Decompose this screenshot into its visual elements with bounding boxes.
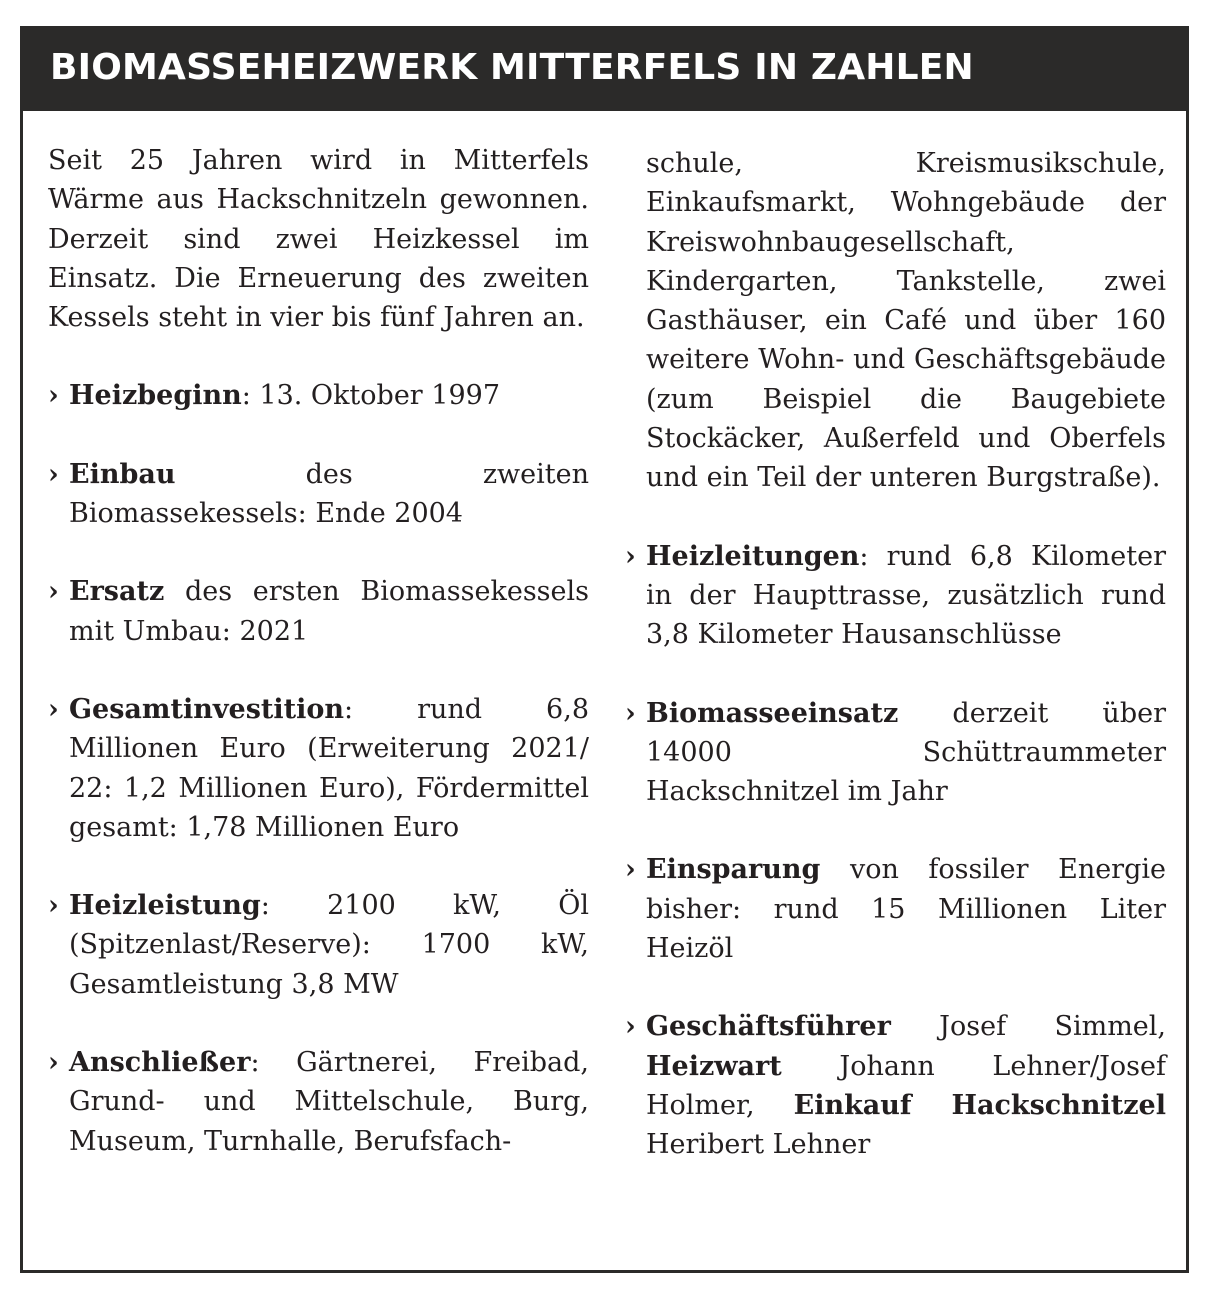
page-title: BIOMASSEHEIZWERK MITTERFELS IN ZAHLEN <box>50 47 974 88</box>
bullet-marker: › <box>625 854 636 886</box>
entry-label: Geschäftsführer <box>646 1011 891 1043</box>
entry-text: des zweiten Biomassekessels: Ende 2004 <box>69 458 589 530</box>
entry-text: von fossiler Energie bisher: rund 15 Millionen Liter Heizöl <box>646 854 1166 965</box>
entry-text: : rund 6,8 Millionen Euro (Erweiterung 2021/ 22: 1,2 Millionen Euro), Fördermittel gesamt: 1,78 Millionen Euro <box>69 693 589 843</box>
bullet-marker: › <box>48 458 59 490</box>
entry-gesamtinvestition <box>48 690 589 847</box>
entry-text: derzeit über 14000 Schüttraummeter Hackschnitzel im Jahr <box>646 697 1166 808</box>
entry-biomasseeinsatz <box>625 694 1166 812</box>
entry-einsparung <box>625 850 1166 968</box>
entry-ersatz <box>48 572 589 651</box>
entry-text: : Gärtnerei, Freibad, Grund- und Mittelschule, Burg, Museum, Turnhalle, Berufsfach- <box>69 1047 589 1157</box>
bullet-marker: › <box>48 576 59 608</box>
entry-label: Ersatz <box>69 576 165 608</box>
bullet-marker: › <box>48 890 59 922</box>
entry-text: des ersten Biomassekessels mit Umbau: 2021 <box>69 576 589 647</box>
right-column <box>625 144 1166 1204</box>
bullet-marker: › <box>625 697 636 729</box>
entry-anschliesser <box>48 1043 589 1161</box>
entry-label: Heizleistung <box>69 890 261 922</box>
entry-heizleitungen <box>625 537 1166 655</box>
intro-paragraph: Seit 25 Jahren wird in Mitterfels Wärme aus Hackschnitzeln gewonnen. Derzeit sind zwei Heizkessel im Einsatz. Die Erneuerung des zweiten Kessels steht in vier bis fünf Jahren an. <box>48 145 589 334</box>
entry-label: Anschließer <box>69 1047 251 1079</box>
entry-text: Heribert Lehner <box>646 1129 871 1161</box>
entry-label: Heizbeginn <box>69 380 242 412</box>
bullet-marker: › <box>625 1011 636 1043</box>
header-bar <box>23 29 1186 111</box>
entry-text: Johann Lehner/Josef Holmer, <box>646 1050 1166 1121</box>
entry-label: Biomasseeinsatz <box>646 697 899 729</box>
info-box <box>20 26 1189 1273</box>
entry-heizbeginn <box>48 376 589 415</box>
entry-label: Heizleitungen <box>646 540 860 572</box>
bullet-marker: › <box>48 380 59 412</box>
entry-label: Einsparung <box>646 854 821 886</box>
entry-personal <box>625 1007 1166 1164</box>
entry-text: : 13. Oktober 1997 <box>241 380 501 412</box>
entry-text: Josef Simmel, <box>890 1011 1166 1043</box>
entry-text: : 2100 kW, Öl (Spitzenlast/Reserve): 1700 kW, Gesamtleistung 3,8 MW <box>69 890 589 1000</box>
entry-label: Einkauf Hackschnitzel <box>793 1089 1166 1121</box>
entry-label: Einbau <box>69 458 176 490</box>
bullet-marker: › <box>48 693 59 725</box>
bullet-marker: › <box>48 1047 59 1079</box>
entry-text: : rund 6,8 Kilometer in der Haupttrasse, zusätzlich rund 3,8 Kilometer Hausanschlüsse <box>646 540 1166 651</box>
entry-label: Heizwart <box>646 1050 782 1082</box>
bullet-marker: › <box>625 540 636 572</box>
anschliesser-continuation: schule, Kreismusikschule, Einkaufsmarkt, Wohngebäude der Kreiswohnbaugesellschaft, Kindergarten, Tankstelle, zwei Gasthäuser, ein Café und über 160 weitere Wohn- und Geschäftsgebäude (zum Beispiel die Baugebiete Stockäcker, Außerfeld und Oberfels und ein Teil der unteren Burgstraße). <box>646 148 1166 494</box>
entry-label: Gesamtinvestition <box>69 693 345 725</box>
entry-heizleistung <box>48 886 589 1004</box>
left-column <box>48 141 589 1200</box>
entry-einbau <box>48 455 589 534</box>
